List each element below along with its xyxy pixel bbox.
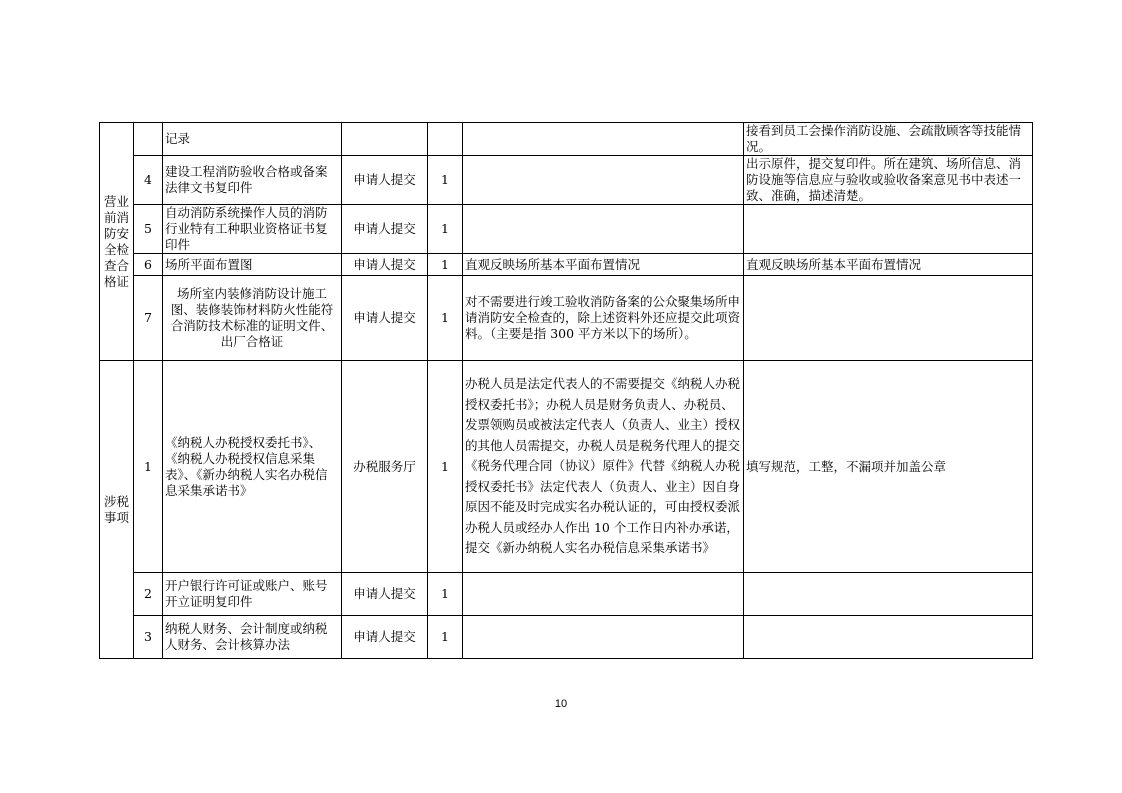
material-quantity: 1 bbox=[428, 616, 463, 659]
table-row bbox=[100, 156, 1033, 205]
material-standard bbox=[744, 616, 1033, 659]
material-source: 办税服务厅 bbox=[342, 361, 428, 573]
row-number: 1 bbox=[134, 361, 163, 573]
material-explanation bbox=[463, 573, 744, 616]
material-quantity: 1 bbox=[428, 156, 463, 205]
material-name: 《纳税人办税授权委托书》、《纳税人办税授权信息采集表》、《新办纳税人实名办税信息采集承诺书》 bbox=[163, 361, 342, 573]
material-quantity: 1 bbox=[428, 276, 463, 361]
material-name: 自动消防系统操作人员的消防行业特有工种职业资格证书复印件 bbox=[163, 205, 342, 254]
material-name: 开户银行许可证或账户、账号开立证明复印件 bbox=[163, 573, 342, 616]
material-source: 申请人提交 bbox=[342, 573, 428, 616]
row-number: 6 bbox=[134, 254, 163, 276]
materials-table bbox=[99, 122, 1033, 659]
material-explanation bbox=[463, 205, 744, 254]
material-quantity: 1 bbox=[428, 205, 463, 254]
row-number: 7 bbox=[134, 276, 163, 361]
material-explanation: 办税人员是法定代表人的不需要提交《纳税人办税授权委托书》；办税人员是财务负责人、办税员、发票领购员或被法定代表人（负责人、业主）授权的其他人员需提交，办税人员是税务代理人的提交《税务代理合同（协议）原件》代替《纳税人办税授权委托书》法定代表人（负责人、业主）因自身原因不能及时完成实名办税认证的，可由授权委派办税人员或经办人作出 10 个工作日内补办承诺，提交《新办纳税人实名办税信息采集承诺书》 bbox=[463, 361, 744, 573]
table-row bbox=[100, 205, 1033, 254]
page-number: 10 bbox=[554, 698, 568, 710]
row-number: 2 bbox=[134, 573, 163, 616]
material-source: 申请人提交 bbox=[342, 156, 428, 205]
material-name: 记录 bbox=[163, 123, 342, 156]
table-row bbox=[100, 616, 1033, 659]
table-row bbox=[100, 361, 1033, 573]
material-source: 申请人提交 bbox=[342, 616, 428, 659]
table-row bbox=[100, 123, 1033, 156]
table-row bbox=[100, 573, 1033, 616]
material-source: 申请人提交 bbox=[342, 276, 428, 361]
material-quantity: 1 bbox=[428, 254, 463, 276]
material-standard: 出示原件，提交复印件。所在建筑、场所信息、消防设施等信息应与验收或验收备案意见书中表述一致、准确，描述清楚。 bbox=[744, 156, 1033, 205]
row-number bbox=[134, 123, 163, 156]
table-row bbox=[100, 254, 1033, 276]
material-explanation bbox=[463, 156, 744, 205]
material-explanation: 对不需要进行竣工验收消防备案的公众聚集场所申请消防安全检查的，除上述资料外还应提交此项资料。（主要是指 300 平方米以下的场所）。 bbox=[463, 276, 744, 361]
material-quantity bbox=[428, 123, 463, 156]
table-row bbox=[100, 276, 1033, 361]
material-name: 纳税人财务、会计制度或纳税人财务、会计核算办法 bbox=[163, 616, 342, 659]
material-standard: 填写规范，工整，不漏项并加盖公章 bbox=[744, 361, 1033, 573]
material-name: 场所平面布置图 bbox=[163, 254, 342, 276]
material-standard: 接看到员工会操作消防设施、会疏散顾客等技能情况。 bbox=[744, 123, 1033, 156]
material-standard bbox=[744, 573, 1033, 616]
material-explanation bbox=[463, 123, 744, 156]
row-number: 5 bbox=[134, 205, 163, 254]
material-explanation: 直观反映场所基本平面布置情况 bbox=[463, 254, 744, 276]
row-number: 3 bbox=[134, 616, 163, 659]
material-source bbox=[342, 123, 428, 156]
material-quantity: 1 bbox=[428, 573, 463, 616]
material-explanation bbox=[463, 616, 744, 659]
material-source: 申请人提交 bbox=[342, 254, 428, 276]
material-name: 场所室内装修消防设计施工图、装修装饰材料防火性能符合消防技术标准的证明文件、出厂合格证 bbox=[163, 276, 342, 361]
material-standard bbox=[744, 205, 1033, 254]
material-quantity: 1 bbox=[428, 361, 463, 573]
material-standard bbox=[744, 276, 1033, 361]
material-standard: 直观反映场所基本平面布置情况 bbox=[744, 254, 1033, 276]
category-cell: 涉税事项 bbox=[100, 361, 134, 659]
material-source: 申请人提交 bbox=[342, 205, 428, 254]
row-number: 4 bbox=[134, 156, 163, 205]
category-cell: 营业前消防安全检查合格证 bbox=[100, 123, 134, 361]
material-name: 建设工程消防验收合格或备案法律文书复印件 bbox=[163, 156, 342, 205]
